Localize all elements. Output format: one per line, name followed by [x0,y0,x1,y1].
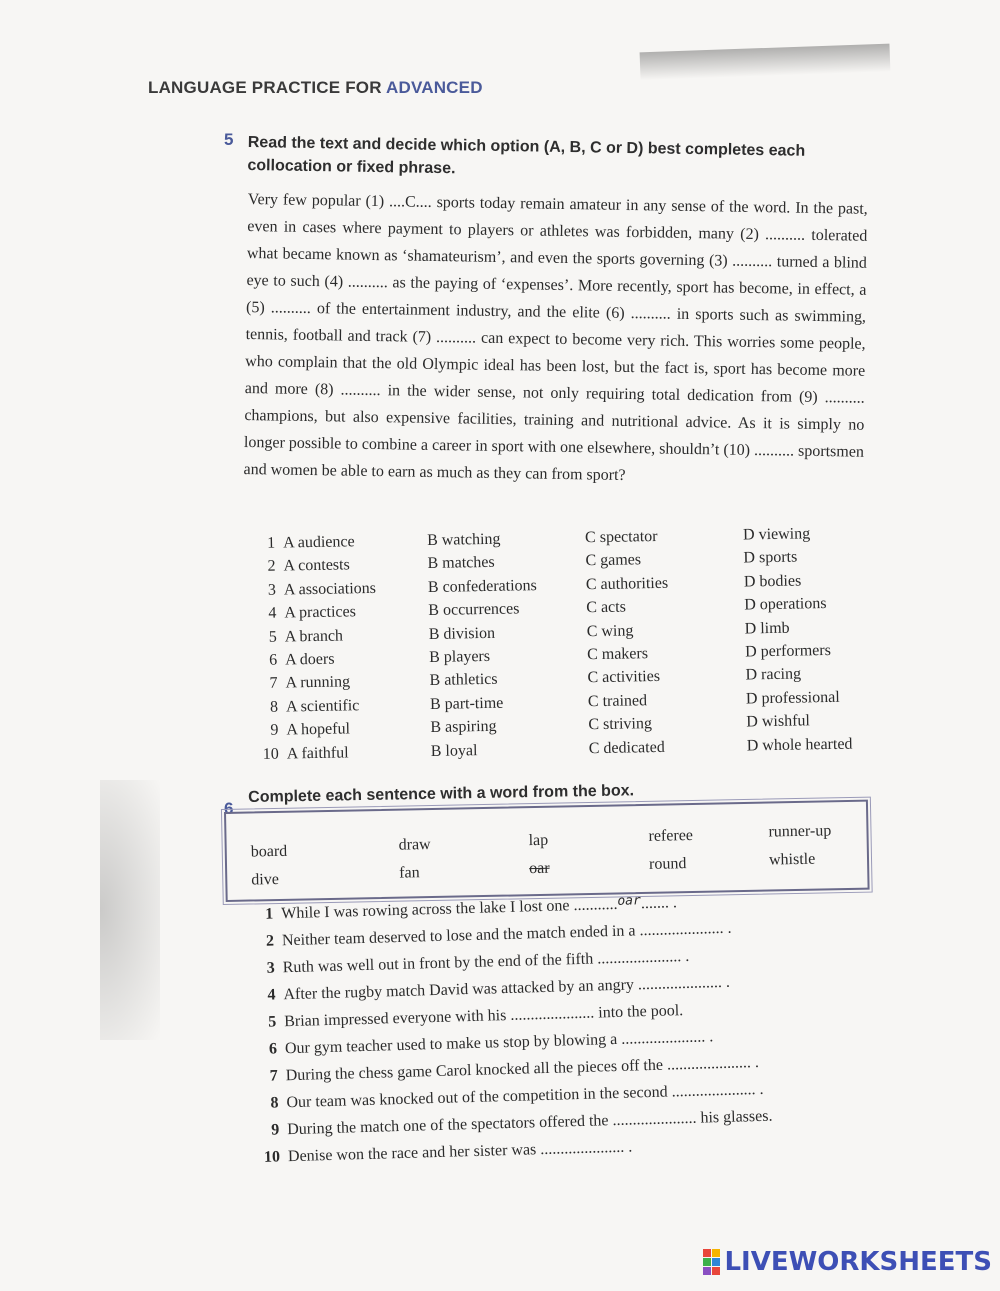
sentence-number: 5 [268,1013,277,1031]
option-d[interactable]: D racing [745,665,802,684]
answer-blank-end: . [704,1028,714,1046]
question-number: 8 [269,698,279,716]
sentence-after: his glasses. [700,1107,773,1127]
sentence-number: 7 [269,1067,278,1085]
sentence-list [255,889,882,1176]
section-5-instruction: Read the text and decide which option (A, B, C or D) best completes each collocation or fixed phrase. [247,133,806,178]
sentence-number: 9 [271,1121,280,1139]
sentence-before: During the match one of the spectators offered the [287,1112,613,1139]
option-b[interactable]: B aspiring [430,717,497,737]
word-box [224,800,870,902]
word-board: board [250,842,288,861]
answer-blank-end: . [680,947,690,966]
answer-blank[interactable]: ..................... [637,973,723,994]
option-d[interactable]: D professional [745,688,840,708]
running-head: LANGUAGE PRACTICE FOR ADVANCED [148,78,483,97]
options-table [255,525,859,769]
question-number: 6 [269,651,278,669]
option-c[interactable]: C spectator [584,527,658,547]
word-oar: oar [528,859,550,878]
scan-shadow [640,44,891,81]
option-a[interactable]: A branch [284,627,344,646]
answer-blank[interactable]: ..................... [639,919,724,940]
sentence-before: Neither team deserved to lose and the match ended in a [281,922,640,950]
question-number: 5 [268,628,277,646]
option-d[interactable]: D viewing [742,525,811,544]
option-c[interactable]: C trained [587,691,648,710]
answer-blank[interactable]: ..................... [671,1081,756,1101]
option-b[interactable]: B part-time [429,694,504,713]
word-whistle: whistle [768,850,816,869]
option-c[interactable]: C dedicated [588,738,665,757]
option-d[interactable]: D whole hearted [746,735,853,754]
sentence-number: 3 [266,959,275,977]
word-round: round [648,855,687,873]
sentence-before: While I was rowing across the lake I lost one [280,897,574,923]
option-c[interactable]: C acts [586,598,627,617]
sentence-before: Our gym teacher used to make us stop by blowing a [284,1030,622,1058]
sentence-after: into the pool. [598,1002,684,1022]
option-a[interactable]: A contests [283,556,350,575]
option-d[interactable]: D bodies [743,572,802,591]
option-a[interactable]: A running [285,673,351,692]
option-a[interactable]: A faithful [286,743,349,762]
sentence-number: 1 [264,905,274,923]
option-b[interactable]: B loyal [430,741,478,760]
question-number: 4 [268,604,277,622]
option-c[interactable]: C wing [586,621,634,640]
option-a[interactable]: A hopeful [286,720,351,739]
answer-blank[interactable]: ..................... [540,1138,625,1159]
answer-blank-end: . [723,919,732,937]
option-a[interactable]: A practices [284,603,357,622]
answer-blank[interactable]: ..................... [596,948,682,968]
logo-icon [703,1249,720,1275]
answer-blank-end: . [721,973,731,991]
brand-name: LIVEWORKSHEETS [724,1247,992,1277]
question-number: 3 [267,581,277,599]
answer-blank-end: . [755,1080,764,1099]
option-b[interactable]: B athletics [429,671,498,690]
answer-blank[interactable]: ..................... [666,1054,752,1074]
word-fan: fan [399,864,420,882]
option-a[interactable]: A audience [282,533,355,552]
word-runner-up: runner-up [768,822,832,841]
scan-shadow [100,780,160,1040]
word-draw: draw [398,836,431,854]
question-number: 2 [267,558,276,576]
sentence-before: Our team was knocked out of the competition in the second [286,1083,672,1112]
sentence-number: 8 [270,1094,279,1112]
answer-blank[interactable]: ..................... [612,1109,697,1130]
filled-answer: oar [617,893,642,909]
word-dive: dive [251,870,280,889]
answer-blank[interactable]: ..................... [510,1004,595,1024]
answer-blank-end: . [750,1053,760,1072]
section-6-instruction: Complete each sentence with a word from the box. [248,782,635,806]
sentence-number: 4 [267,986,276,1004]
question-number: 9 [270,721,279,739]
sentence-number: 2 [265,932,275,950]
option-b[interactable]: B matches [427,554,495,573]
sentence-number: 10 [263,1148,281,1166]
sentence-before: During the chess game Carol knocked all the pieces off the [285,1056,668,1085]
answer-blank-end: . [624,1138,633,1156]
option-b[interactable]: B confederations [427,576,537,596]
option-d[interactable]: D operations [744,595,827,614]
answer-blank-end: ....... . [640,894,678,913]
option-b[interactable]: B watching [426,530,501,549]
option-b[interactable]: B players [429,647,491,666]
option-d[interactable]: D performers [744,641,832,661]
answer-blank[interactable]: ........... [573,895,618,915]
section-5-number: 5 [224,130,234,149]
option-b[interactable]: B occurrences [428,600,520,620]
option-a[interactable]: A associations [283,579,377,599]
option-d[interactable]: D limb [744,619,790,638]
section-6-number: 6 [224,799,234,818]
option-b[interactable]: B division [428,624,496,643]
sentence-before: Ruth was well out in front by the end of the fifth [282,950,598,977]
reading-passage [243,186,868,493]
word-lap: lap [528,831,549,850]
sentence-before: After the rugby match David was attacked by an angry [283,976,639,1004]
option-a[interactable]: A doers [285,650,335,669]
sentence-number: 6 [268,1040,278,1058]
option-c[interactable]: C games [585,551,642,570]
passage-text: Very few popular (1) ....C.... sports today remain amateur in any sense of the word. In the past, even in cases where payment to players or athletes was forbidden, many (2) .......... tolerated what became known as ‘shamateurism’, and even the sports governing (3) .......... turned a blind eye to such (4) .......... as the paying of ‘expenses’. More recently, sport has become, in effect, a (5) .......... of the entertainment industry, and the elite (6) .......... in sports such as swimming, tennis, football and track (7) .......... can expect to become very rich. This worries some people, who complain that the old Olympic ideal has been lost, but the fact is, sport has become more and more (8) .......... in the wider sense, not only requiring total dedication from (9) .......... champions, but also expensive facilities, training and nutritional advice. As it is simply no longer possible to combine a career in sport with one elsewhere, shouldn’t (10) .......... sportsmen and women be able to earn as much as they can from sport? [243,190,868,484]
option-c[interactable]: C makers [586,645,649,664]
liveworksheets-logo [703,1247,992,1277]
question-number: 10 [262,745,279,763]
option-c[interactable]: C authorities [585,574,669,594]
option-a[interactable]: A scientific [285,696,360,716]
option-d[interactable]: D wishful [746,712,811,731]
option-c[interactable]: C striving [588,715,653,734]
sentence-before: Brian impressed everyone with his [284,1006,511,1031]
answer-blank[interactable]: ..................... [621,1028,706,1048]
sentence-before: Denise won the race and her sister was [287,1141,541,1166]
option-c[interactable]: C activities [587,668,661,687]
question-number: 7 [269,674,278,693]
option-d[interactable]: D sports [743,548,798,567]
word-referee: referee [648,827,694,845]
question-number: 1 [266,534,276,552]
